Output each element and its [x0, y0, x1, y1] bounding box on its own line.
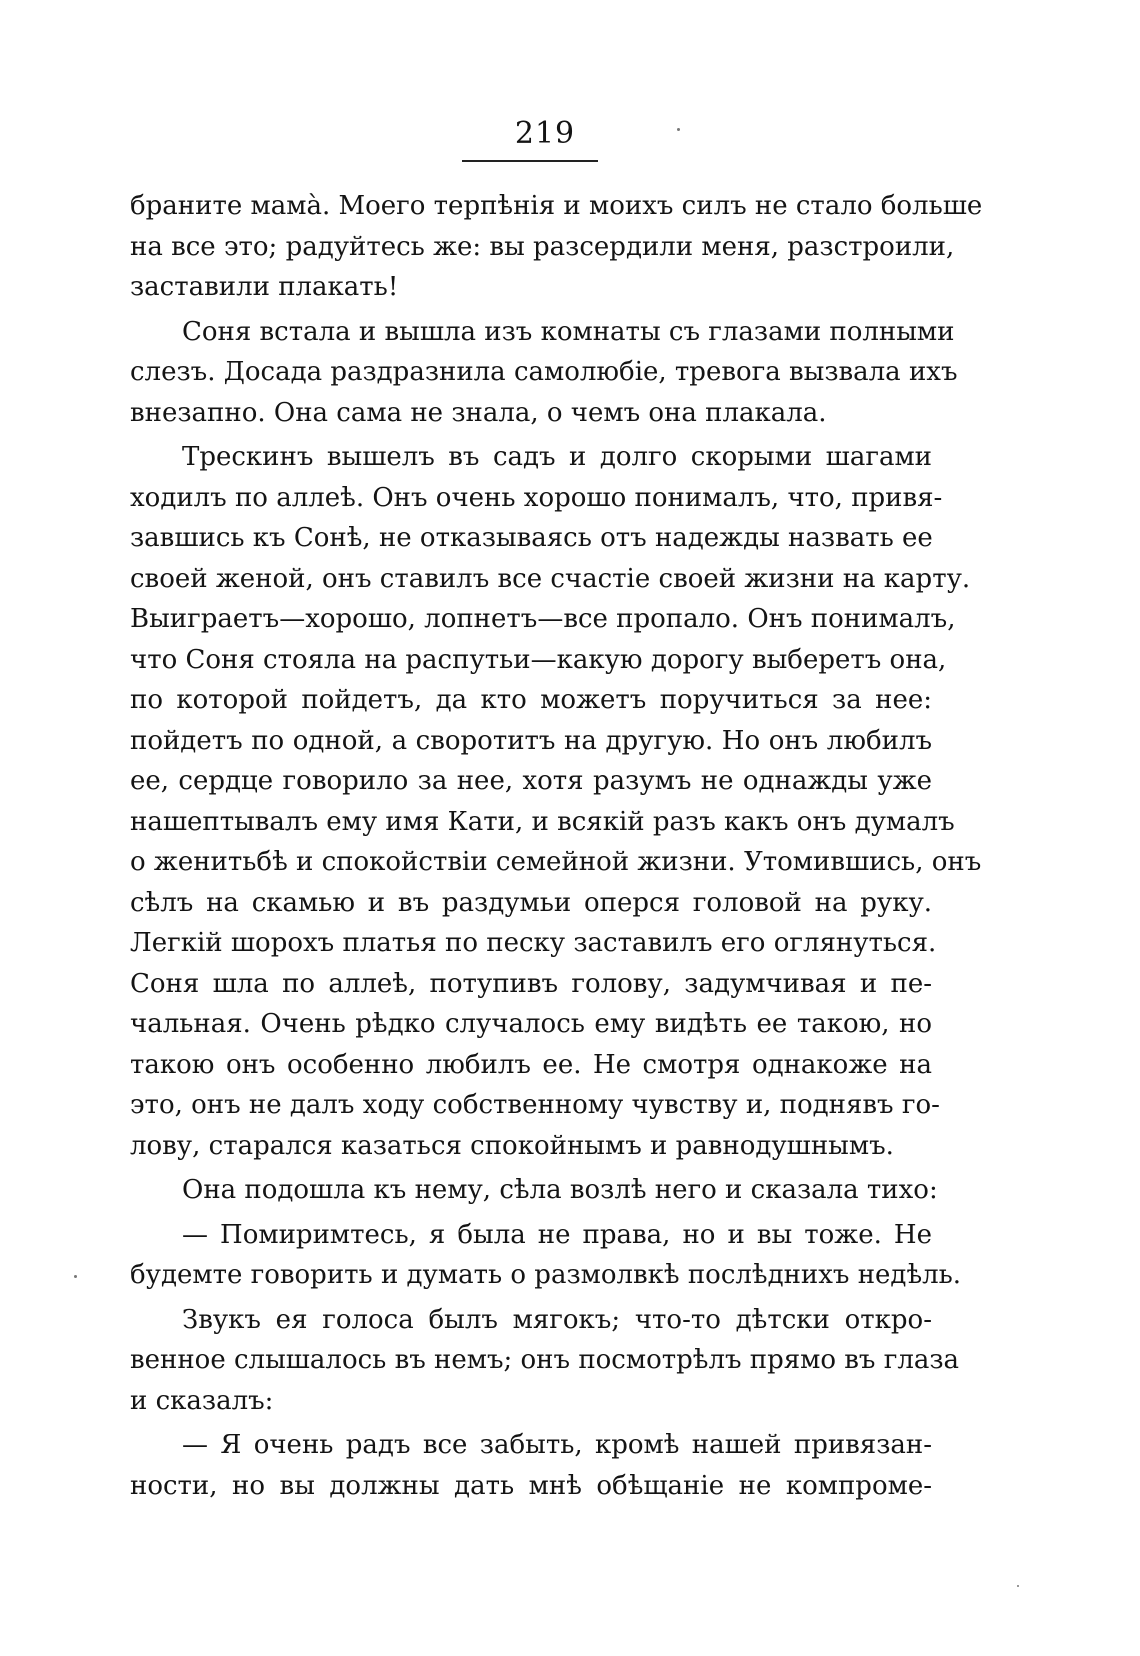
- text-line: будемте говорить и думать о размолвкѣ послѣднихъ недѣль.: [130, 1260, 962, 1290]
- text-line: чальная. Очень рѣдко случалось ему видѣть ее такою, но: [130, 1009, 932, 1039]
- text-line: Соня шла по аллеѣ, потупивъ голову, задумчивая и пе-: [130, 968, 932, 999]
- text-line: — Помиримтесь, я была не права, но и вы тоже. Не: [182, 1219, 932, 1250]
- text-line: заставили плакать!: [130, 272, 399, 302]
- text-line: своей женой, онъ ставилъ все счастіе своей жизни на карту.: [130, 563, 971, 594]
- text-line: венное слышалось въ немъ; онъ посмотрѣлъ прямо въ глаза: [130, 1345, 960, 1375]
- text-line: о женитьбѣ и спокойствіи семейной жизни. Утомившись, онъ: [130, 847, 982, 877]
- page-number-rule: [462, 160, 598, 162]
- text-line: браните мамà. Моего терпѣнія и моихъ силъ не стало больше: [130, 191, 983, 221]
- text-line: это, онъ не далъ ходу собственному чувству и, поднявъ го-: [130, 1090, 940, 1120]
- text-line: такою онъ особенно любилъ ее. Не смотря однакоже на: [130, 1049, 932, 1080]
- text-line: внезапно. Она сама не знала, о чемъ она плакала.: [130, 397, 827, 428]
- text-line: сѣлъ на скамью и въ раздумьи оперся головой на руку.: [130, 887, 932, 918]
- text-line: и сказалъ:: [130, 1385, 274, 1416]
- text-line: на все это; радуйтесь же: вы разсердили меня, разстроили,: [130, 231, 955, 262]
- text-line: Она подошла къ нему, сѣла возлѣ него и сказала тихо:: [182, 1175, 938, 1205]
- text-line: ее, сердце говорило за нее, хотя разумъ не однажды уже: [130, 766, 932, 796]
- text-line: пойдетъ по одной, а своротитъ на другую. Но онъ любилъ: [130, 725, 932, 756]
- text-line: нашептывалъ ему имя Кати, и всякій разъ какъ онъ думалъ: [130, 806, 955, 837]
- text-line: по которой пойдетъ, да кто можетъ поручиться за нее:: [130, 685, 932, 715]
- scan-speck: [677, 128, 680, 131]
- text-line: ходилъ по аллеѣ. Онъ очень хорошо понималъ, что, привя-: [130, 482, 943, 513]
- text-line: Легкій шорохъ платья по песку заставилъ его оглянуться.: [130, 928, 937, 958]
- text-line: — Я очень радъ все забыть, кромѣ нашей привязан-: [182, 1430, 932, 1460]
- scan-speck: [1017, 1585, 1019, 1587]
- text-line: ности, но вы должны дать мнѣ обѣщаніе не компроме-: [130, 1470, 932, 1501]
- text-line: Выиграетъ—хорошо, лопнетъ—все пропало. Онъ понималъ,: [130, 604, 956, 634]
- text-line: Соня встала и вышла изъ комнаты съ глазами полными: [182, 316, 955, 347]
- text-line: Трескинъ вышелъ въ садъ и долго скорыми шагами: [182, 442, 932, 472]
- text-line: лову, старался казаться спокойнымъ и равнодушнымъ.: [130, 1130, 894, 1161]
- page-number: 219: [514, 116, 576, 151]
- body-text: [130, 186, 983, 1506]
- text-line: Звукъ ея голоса былъ мягокъ; что-то дѣтски откро-: [182, 1304, 932, 1335]
- scan-speck: [74, 1275, 77, 1278]
- text-line: завшись къ Сонѣ, не отказываясь отъ надежды назвать ее: [130, 523, 933, 553]
- text-line: слезъ. Досада раздразнила самолюбіе, тревога вызвала ихъ: [130, 357, 958, 387]
- text-line: что Соня стояла на распутьи—какую дорогу выберетъ она,: [130, 644, 947, 675]
